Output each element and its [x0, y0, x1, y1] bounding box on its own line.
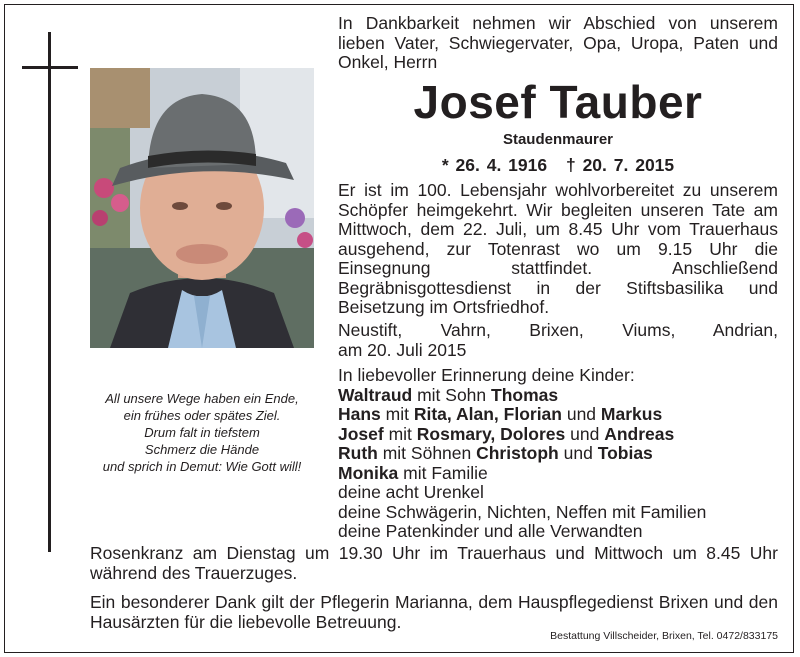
- grandchild-name: Christoph: [476, 443, 559, 463]
- life-dates: [338, 155, 778, 176]
- connector-text: und: [558, 443, 598, 463]
- intro-text: In Dankbarkeit nehmen wir Abschied von unserem lieben Vater, Schwiegervater, Opa, Uropa, Paten und Onkel, Herrn: [338, 13, 778, 72]
- poem-line: All unsere Wege haben ein Ende,: [105, 391, 299, 406]
- birth-date: * 26. 4. 1916: [441, 155, 548, 175]
- places: Neustift, Vahrn, Brixen, Viums, Andrian,: [338, 320, 778, 340]
- child-entry: [338, 444, 778, 464]
- thanks-notice: Ein besonderer Dank gilt der Pflegerin Marianna, dem Hauspflegedienst Brixen und den Hausärzten für die liebevolle Betreuung.: [90, 592, 778, 632]
- connector-text: mit: [380, 404, 414, 424]
- poem-line: Schmerz die Hände: [144, 442, 260, 457]
- child-name: Monika: [338, 462, 399, 483]
- relatives-line: deine Patenkinder und alle Verwandten: [338, 521, 643, 541]
- poem-line: und sprich in Demut: Wie Gott will!: [102, 459, 302, 474]
- child-entry: [338, 405, 778, 425]
- grandchild-name: Tobias: [597, 443, 653, 463]
- connector-text: und: [565, 423, 605, 444]
- grandchild-name: Markus: [600, 404, 663, 424]
- child-entry: [338, 425, 778, 445]
- rosary-notice: Rosenkranz am Dienstag um 19.30 Uhr im Trauerhaus und Mittwoch um 8.45 Uhr während des Trauerzuges.: [90, 543, 778, 583]
- poem-line: Drum falt in tiefstem: [144, 425, 260, 440]
- grandchild-name: Thomas: [491, 384, 559, 405]
- date-line: am 20. Juli 2015: [338, 339, 467, 360]
- places-block: [338, 321, 778, 360]
- child-name: Ruth: [338, 443, 378, 463]
- deceased-name: Josef Tauber: [413, 76, 703, 128]
- grandchild-name: Rita, Alan, Florian: [413, 404, 562, 424]
- undertaker-info: Bestattung Villscheider, Brixen, Tel. 0472/833175: [550, 630, 778, 642]
- grandchild-name: Andreas: [604, 423, 675, 444]
- connector-text: mit Sohn: [412, 384, 492, 405]
- portrait-photo: [90, 68, 314, 348]
- relatives-line: deine Schwägerin, Nichten, Neffen mit Familien: [338, 501, 707, 522]
- connector-text: und: [561, 404, 601, 424]
- mourners-list: [338, 366, 778, 542]
- death-date: † 20. 7. 2015: [565, 155, 675, 175]
- child-name: Waltraud: [338, 384, 413, 405]
- child-name: Hans: [338, 404, 381, 424]
- connector-text: mit Söhnen: [377, 443, 477, 463]
- relatives-line: deine acht Urenkel: [338, 482, 484, 502]
- child-entry: [338, 386, 778, 406]
- poem-line: ein frühes oder spätes Ziel.: [123, 408, 281, 423]
- connector-text: mit: [383, 423, 417, 444]
- child-entry: [338, 464, 778, 484]
- occupation: Staudenmaurer: [502, 131, 614, 148]
- funeral-details: Er ist im 100. Lebensjahr wohlvorbereitet zu unserem Schöpfer heimgekehrt. Wir begleiten unseren Tate am Mittwoch, dem 22. Juli, um 8.45 Uhr vom Trauerhaus ausgehend, zur Totenrast wo um 9.15 Uhr die Einsegnung stattfindet. Anschließend Begräbnisgottesdienst in der Stiftsbasilika und Beisetzung im Ortsfriedhof.: [338, 180, 778, 317]
- poem: [86, 390, 318, 475]
- child-name: Josef: [338, 423, 384, 444]
- children-intro: In liebevoller Erinnerung deine Kinder:: [338, 365, 635, 385]
- connector-text: mit Familie: [398, 462, 488, 483]
- grandchild-name: Rosmary, Dolores: [416, 423, 566, 444]
